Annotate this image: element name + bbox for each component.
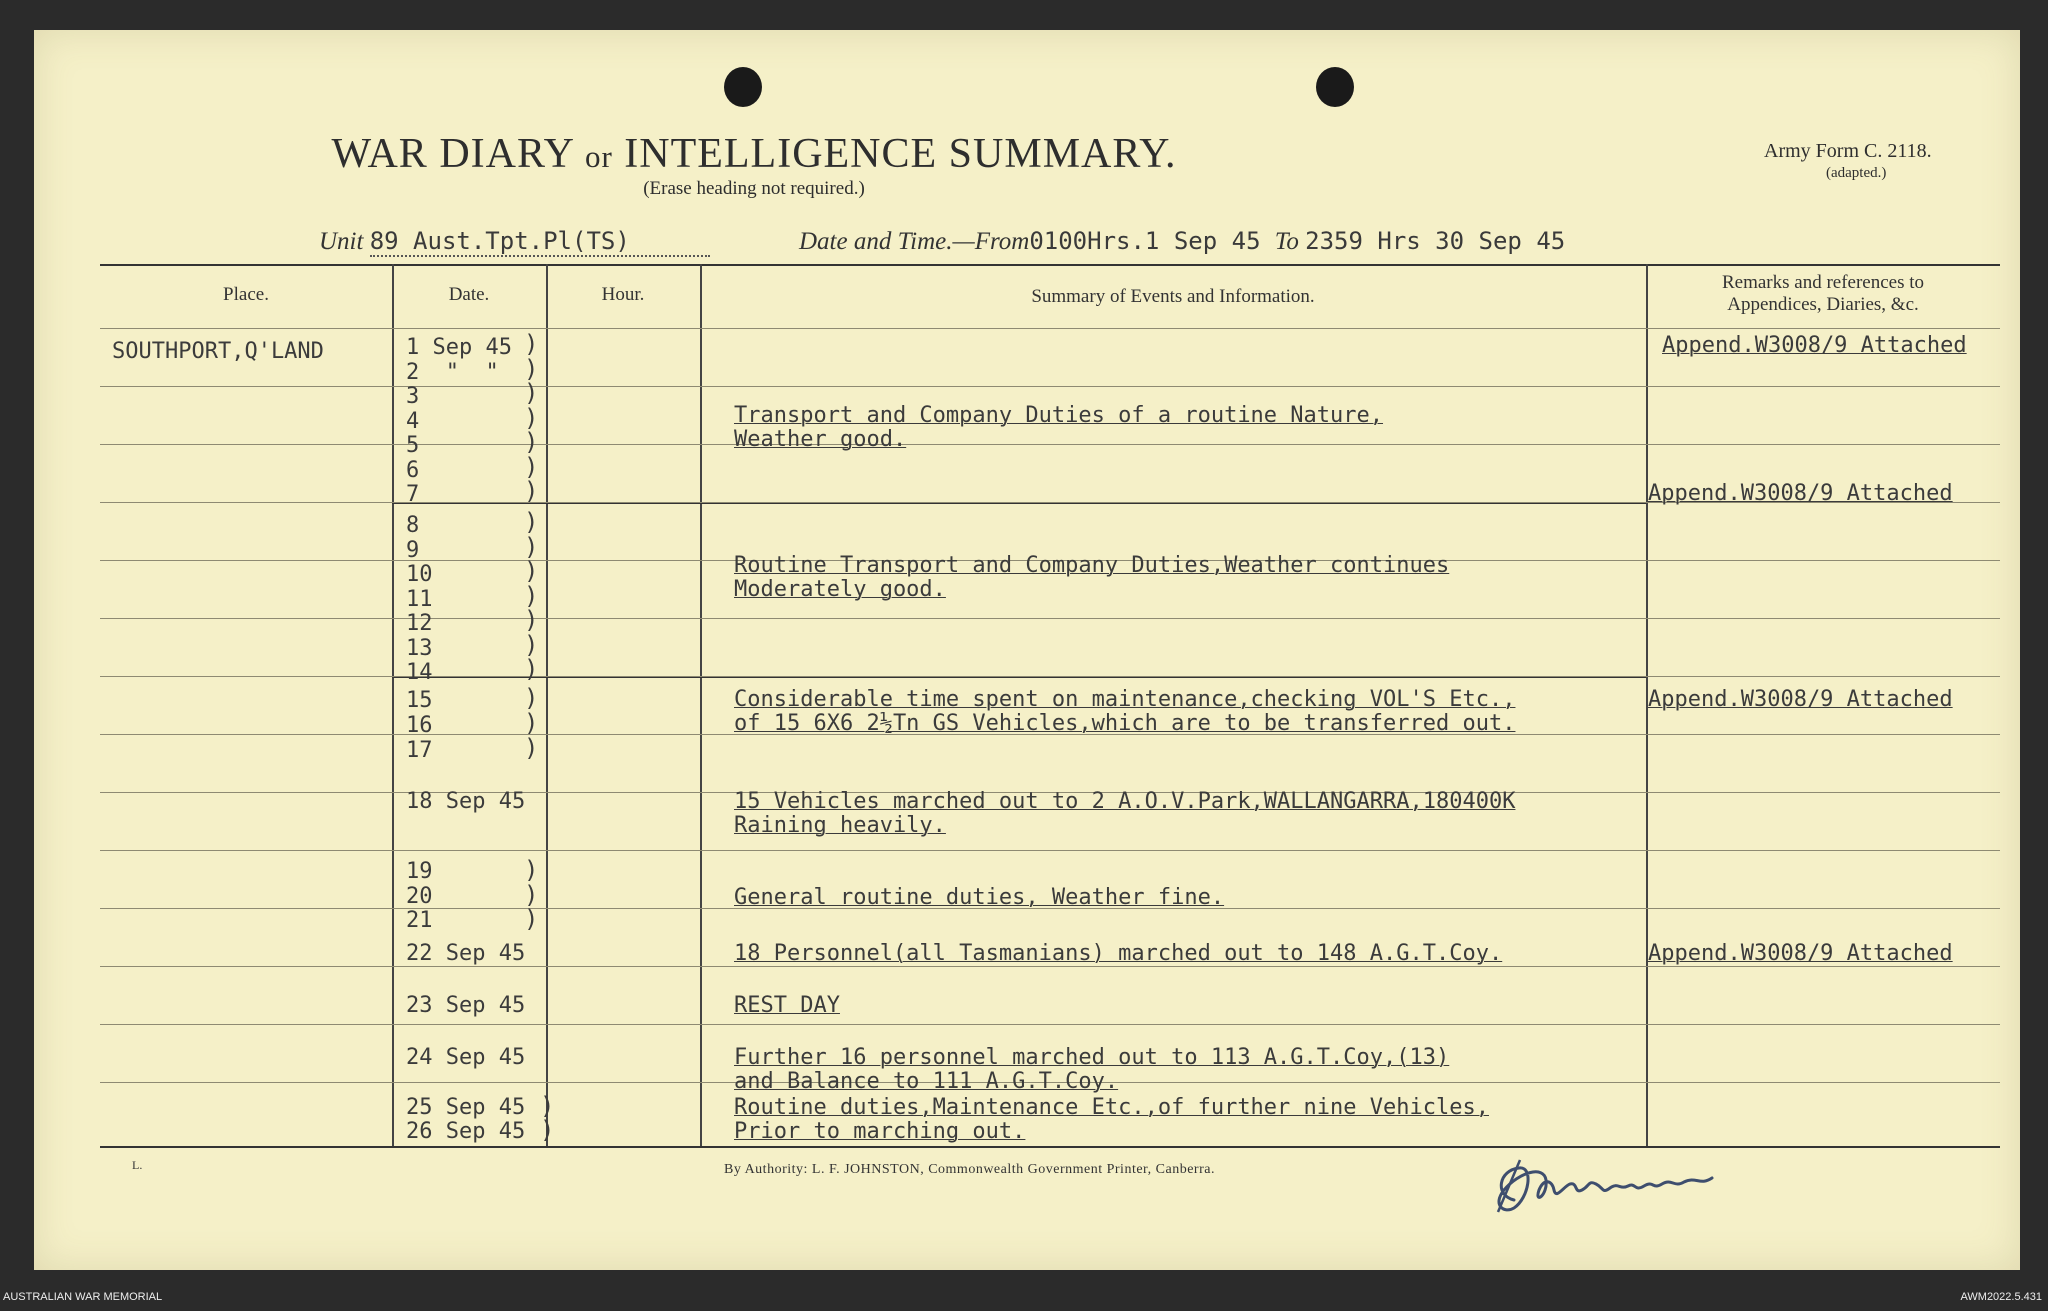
column-divider	[392, 264, 394, 1146]
header-remarks: Remarks and references to Appendices, Diaries, &c.	[1721, 272, 1925, 315]
summary-entry: 18 Personnel(all Tasmanians) marched out to 148 A.G.T.Coy.	[734, 941, 1503, 966]
bracket-glyph: ) )	[540, 1092, 555, 1144]
diary-sheet	[34, 30, 2020, 1270]
form-mark: L.	[132, 1158, 143, 1172]
row-rule	[100, 618, 2000, 619]
printer-authority: By Authority: L. F. JOHNSTON, Commonwealth Government Printer, Canberra.	[724, 1162, 1215, 1177]
row-rule	[100, 386, 2000, 387]
date-cell: 1 Sep 45 2 " " 3 4 5 6 7	[406, 335, 512, 507]
remark-entry: Append.W3008/9 Attached	[1648, 941, 1953, 966]
signature	[1474, 1150, 1814, 1230]
remark-entry: Append.W3008/9 Attached	[1648, 481, 1953, 506]
summary-entry: Routine duties,Maintenance Etc.,of further nine Vehicles, Prior to marching out.	[734, 1095, 1489, 1144]
summary-entry: General routine duties, Weather fine.	[734, 885, 1225, 910]
unit-value: 89 Aust.Tpt.Pl(TS)	[369, 227, 630, 255]
date-to: 2359 Hrs 30 Sep 45	[1305, 227, 1566, 255]
archive-reference: AWM2022.5.431	[1960, 1291, 2042, 1303]
date-cell: 24 Sep 45	[406, 1045, 526, 1070]
row-rule	[100, 966, 2000, 967]
diary-table	[100, 264, 2000, 1182]
column-divider	[546, 264, 548, 1146]
summary-entry: Further 16 personnel marched out to 113 A.G.T.Coy,(13) and Balance to 111 A.G.T.Coy.	[734, 1045, 1450, 1094]
summary-entry: 15 Vehicles marched out to 2 A.O.V.Park,WALLANGARRA,180400K Raining heavily.	[734, 789, 1516, 838]
archive-caption: AUSTRALIAN WAR MEMORIAL	[3, 1291, 163, 1303]
remark-entry: Append.W3008/9 Attached	[1662, 333, 1967, 358]
army-form-adapted: (adapted.)	[1826, 165, 1887, 181]
summary-entry: Considerable time spent on maintenance,checking VOL'S Etc., of 15 6X6 2½Tn GS Vehicles,which are to be transferred out.	[734, 687, 1516, 736]
bracket-glyph: ) ) ) ) ) ) )	[524, 330, 539, 505]
date-from: 0100Hrs.1 Sep 45	[1029, 227, 1261, 255]
place-cell: SOUTHPORT,Q'LAND	[112, 339, 324, 364]
bracket-glyph: ) ) )	[524, 856, 539, 933]
header-summary: Summary of Events and Information.	[1031, 286, 1315, 307]
remark-entry: Append.W3008/9 Attached	[1648, 687, 1953, 712]
row-rule	[100, 328, 2000, 329]
row-rule	[100, 850, 2000, 851]
column-divider	[700, 264, 702, 1146]
summary-entry: Routine Transport and Company Duties,Weather continues Moderately good.	[734, 553, 1450, 602]
header-place: Place.	[223, 284, 269, 305]
date-cell: 18 Sep 45	[406, 789, 526, 814]
table-bottom-rule	[100, 1146, 2000, 1148]
date-cell: 15 16 17	[406, 688, 433, 763]
summary-entry: Transport and Company Duties of a routine Nature, Weather good.	[734, 403, 1384, 452]
unit-line: Unit 89 Aust.Tpt.Pl(TS)	[319, 227, 710, 257]
bracket-glyph: ) ) ) ) ) ) )	[524, 508, 539, 683]
punch-hole	[1316, 67, 1354, 107]
header-hour: Hour.	[601, 284, 645, 305]
subtitle: (Erase heading not required.)	[643, 178, 865, 199]
row-rule	[100, 1024, 2000, 1025]
date-cell: 19 20 21	[406, 859, 433, 933]
row-rule	[100, 676, 2000, 677]
date-time-line: Date and Time.—From0100Hrs.1 Sep 45 To 2359 Hrs 30 Sep 45	[799, 227, 1566, 255]
date-cell: 8 9 10 11 12 13 14	[406, 513, 433, 685]
army-form-number: Army Form C. 2118.	[1764, 140, 1932, 162]
header-date: Date.	[448, 284, 490, 305]
table-top-rule	[100, 264, 2000, 266]
page-title: WAR DIARY or INTELLIGENCE SUMMARY.	[331, 131, 1177, 177]
bracket-glyph: ) ) )	[524, 684, 539, 762]
summary-entry: REST DAY	[734, 993, 840, 1018]
date-cell: 25 Sep 45 26 Sep 45	[406, 1095, 526, 1144]
date-cell: 22 Sep 45	[406, 941, 526, 966]
date-cell: 23 Sep 45	[406, 993, 526, 1018]
punch-hole	[724, 67, 762, 107]
